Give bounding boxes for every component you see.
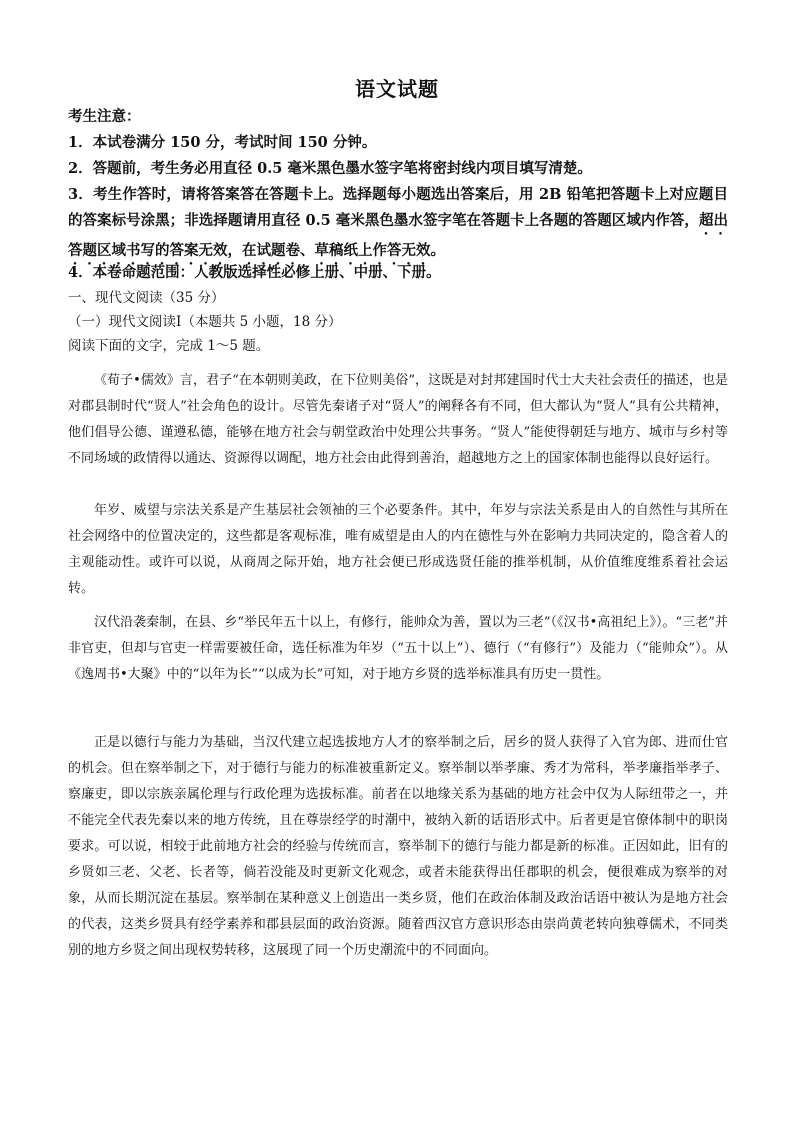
notice-item-3-text: 3．考生作答时，请将答案答在答题卡上。选择题每小题选出答案后，用 2B 铅笔把答题卡上对应题目的答案标号涂黑；非选择题请用直径 0.5 毫米黑色墨水签字笔在答题卡上各题的答题区域内作答， [68,186,728,229]
paragraph-4: 正是以德行与能力为基础，当汉代建立起选拔地方人才的察举制之后，居乡的贤人获得了入官为郎、进而仕官的机会。但在察举制之下，对于德行与能力的标准被重新定义。察举制以举孝廉、秀才为常科，举孝廉指举孝子、察廉吏，即以宗族亲属伦理与行政伦理为选拔标准。前者在以地缘关系为基础的地方社会中仅为人际纽带之一，并不能完全代表先秦以来的地方传统，且在尊崇经学的时潮中，被纳入新的话语形式中。后者更是官僚体制中的职岗要求。可以说，相较于此前地方社会的经验与传统而言，察举制下的德行与能力都是新的标准。正因如此，旧有的乡贤如三老、父老、长者等，倘若没能及时更新文化观念，或者未能获得出任郡职的机会，便很难成为察举的对象，从而长期沉淀在基层。察举制在某种意义上创造出一类乡贤，他们在政治体制及政治话语中被认为是地方社会的代表，这类乡贤具有经学素养和郡县层面的政治资源。随着西汉官方意识形态由崇尚黄老转向独尊儒术，不同类别的地方乡贤之间出现权势转移，这展现了同一个历史潮流中的不同面向。 [68,735,728,958]
section-heading: 一、现代文阅读（35 分） [68,290,225,306]
notice-item-2: 2．答题前，考生务必用直径 0.5 毫米黑色墨水签字笔将密封线内项目填写清楚。 [68,160,592,177]
paragraph-2: 年岁、威望与宗法关系是产生基层社会领袖的三个必要条件。其中，年岁与宗法关系是由人的自然性与其所在社会网络中的位置决定的，这些都是客观标准，唯有威望是由人的内在德性与外在影响力共同决定的，隐含着人的主观能动性。或许可以说，从商周之际开始，地方社会便已形成选贤任能的推举机制，从价值维度维系着社会运转。 [68,503,728,596]
section-subheading: （一）现代文阅读Ⅰ（本题共 5 小题，18 分） [68,314,342,330]
page-title: 语文试题 [355,77,439,101]
notice-heading: 考生注意： [68,108,141,125]
reading-instruction: 阅读下面的文字，完成 1～5 题。 [68,338,270,354]
paragraph-1: 《荀子•儒效》言，君子“在本朝则美政，在下位则美俗”，这既是对封邦建国时代士大夫社会责任的描述，也是对郡县制时代“贤人”社会角色的设计。尽管先秦诸子对“贤人”的阐释各有不同，但大都认为“贤人”具有公共精神，他们倡导公德、谨遵私德，能够在地方社会与朝堂政治中处理公共事务。“贤人”能使得朝廷与地方、城市与乡村等不同场域的政情得以通达、资源得以调配，地方社会由此得到善治，超越地方之上的国家体制也能得以良好运行。 [68,373,728,466]
notice-item-3 [68,182,728,268]
notice-item-4: 4．本卷命题范围：人教版选择性必修上册、中册、下册。 [68,264,441,281]
notice-item-3-emphasis: 超出答题区域书写的答案无效，在试题卷、草稿纸上作答无效 [68,212,728,259]
notice-item-1: 1．本试卷满分 150 分，考试时间 150 分钟。 [68,134,377,151]
paragraph-3: 汉代沿袭秦制，在县、乡“举民年五十以上，有修行，能帅众为善，置以为三老”（《汉书•高祖纪上》）。“三老”并非官吏，但却与官吏一样需要被任命，选任标准为年岁（“五十以上”）、德行（“有修行”）及能力（“能帅众”）。从《逸周书•大聚》中的“以年为长”“以成为长”可知，对于地方乡贤的选举标准具有历史一贯性。 [68,615,728,682]
notice-item-3-end: 。 [430,242,445,259]
